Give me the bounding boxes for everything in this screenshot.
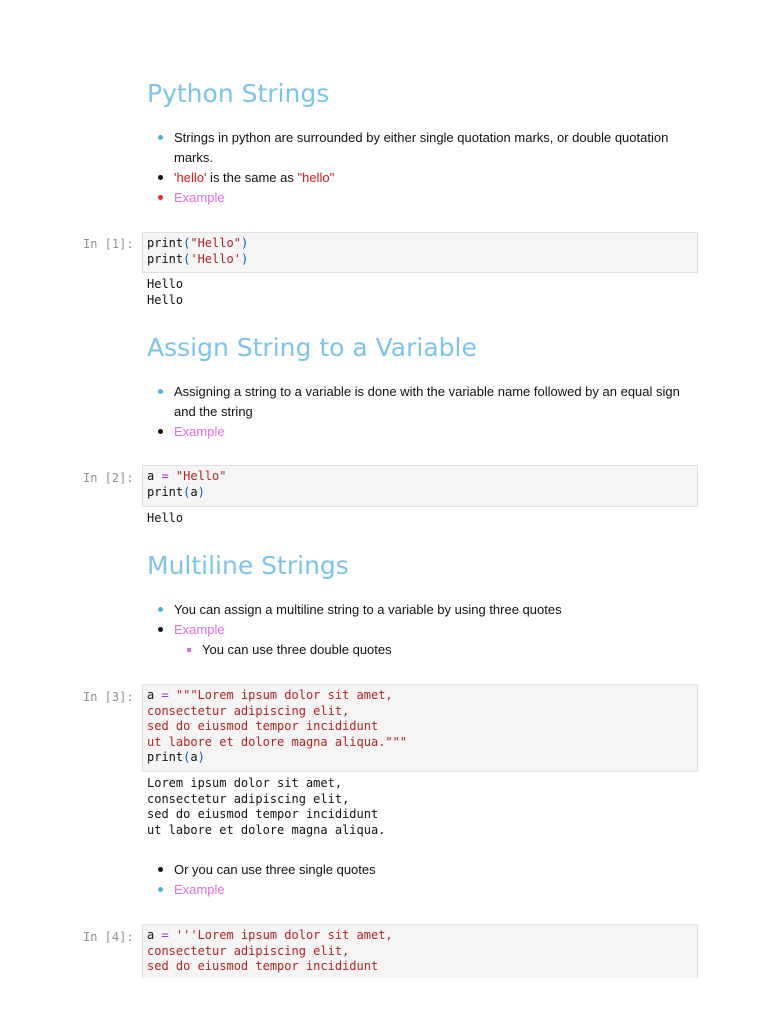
bullet-list-multiline: [174, 600, 694, 660]
code-paren: ): [240, 251, 249, 266]
cell-prompt: In [1]:: [83, 237, 134, 251]
bullet-dot-icon: [158, 607, 163, 612]
code-cell[interactable]: [142, 924, 698, 978]
bullet-list-single-quotes: [174, 860, 694, 900]
example-link[interactable]: Example: [174, 622, 225, 637]
cell-output: [147, 277, 183, 308]
cell-output: [147, 776, 385, 838]
code-line: sed do eiusmod tempor incididunt: [147, 959, 379, 973]
list-item: [174, 422, 694, 442]
code-var: a: [190, 750, 198, 764]
bullet-text: Or you can use three single quotes: [174, 862, 376, 877]
code-fn: print: [147, 484, 184, 499]
list-item: [174, 382, 694, 422]
cell-prompt: In [4]:: [83, 930, 134, 944]
heading-python-strings: Python Strings: [147, 79, 330, 108]
code-cell[interactable]: [142, 465, 698, 507]
list-item: [174, 860, 694, 880]
output-line: Hello: [147, 277, 184, 291]
list-item: [174, 620, 694, 640]
output-line: consectetur adipiscing elit,: [147, 791, 350, 806]
code-line: sed do eiusmod tempor incididunt: [147, 719, 379, 733]
list-item: [174, 188, 694, 208]
code-line: [147, 750, 693, 766]
bullet-text: is the same as: [206, 170, 298, 185]
code-string: 'Hello': [190, 251, 241, 266]
bullet-dot-icon: [158, 887, 163, 892]
heading-multiline-strings: Multiline Strings: [147, 551, 349, 580]
output-line: Lorem ipsum dolor sit amet,: [147, 776, 343, 790]
output-line: ut labore et dolore magna aliqua.: [147, 822, 386, 837]
code-var: a: [147, 928, 162, 942]
bullet-dot-icon: [158, 175, 163, 180]
list-item: [174, 600, 694, 620]
bullet-text: You can use three double quotes: [202, 642, 392, 657]
code-operator: =: [161, 688, 169, 702]
code-paren: (: [183, 251, 191, 266]
output-line: Hello: [147, 292, 184, 307]
heading-assign-string: Assign String to a Variable: [147, 333, 477, 362]
cell-prompt: In [2]:: [83, 471, 134, 485]
code-line: consectetur adipiscing elit,: [147, 703, 350, 718]
bullet-list-assign-string: [174, 382, 694, 442]
code-string: "Hello": [190, 236, 241, 250]
code-fn: print: [147, 236, 184, 250]
code-fn: print: [147, 251, 184, 266]
list-item: [174, 168, 694, 188]
code-hello-single: 'hello': [174, 170, 207, 185]
code-paren: (: [183, 484, 191, 499]
list-item: [174, 128, 694, 168]
code-cell[interactable]: [142, 232, 698, 273]
bullet-dot-icon: [158, 627, 163, 632]
cell-output: [147, 511, 183, 527]
code-line: [147, 252, 693, 268]
output-line: sed do eiusmod tempor incididunt: [147, 807, 379, 821]
bullet-text: Assigning a string to a variable is done with the variable name followed by an equal sign and the string: [174, 384, 680, 419]
code-line: [147, 485, 693, 501]
code-paren: (: [183, 750, 191, 764]
bullet-text: You can assign a multiline string to a variable by using three quotes: [174, 602, 562, 617]
bullet-dot-icon: [158, 135, 163, 140]
bullet-list-python-strings: [174, 128, 694, 208]
code-paren: ): [240, 236, 249, 250]
code-line: ut labore et dolore magna aliqua.""": [147, 734, 408, 749]
example-link[interactable]: Example: [174, 190, 225, 205]
example-link[interactable]: Example: [174, 424, 225, 439]
code-string: """Lorem ipsum dolor sit amet,: [168, 688, 393, 702]
bullet-dot-icon: [158, 389, 163, 394]
code-line: [147, 236, 693, 252]
example-link[interactable]: Example: [174, 882, 225, 897]
code-string: "Hello": [168, 469, 227, 483]
code-operator: =: [161, 469, 169, 483]
code-operator: =: [161, 928, 169, 942]
code-string: '''Lorem ipsum dolor sit amet,: [168, 928, 393, 942]
code-paren: ): [197, 750, 205, 764]
code-var: a: [190, 484, 198, 499]
code-fn: print: [147, 750, 184, 764]
code-hello-double: "hello": [297, 170, 335, 185]
list-item: [174, 640, 694, 660]
code-line: [147, 688, 693, 704]
code-var: a: [147, 469, 162, 483]
bullet-dot-icon: [158, 867, 163, 872]
output-line: Hello: [147, 511, 184, 525]
code-var: a: [147, 688, 162, 702]
bullet-square-icon: [187, 648, 191, 652]
bullet-dot-icon: [158, 195, 163, 200]
cell-prompt: In [3]:: [83, 690, 134, 704]
code-cell[interactable]: [142, 684, 698, 772]
code-paren: (: [183, 236, 191, 250]
code-line: [147, 928, 693, 944]
code-line: consectetur adipiscing elit,: [147, 943, 350, 958]
code-line: [147, 469, 693, 485]
bullet-text: Strings in python are surrounded by either single quotation marks, or double quotation marks.: [174, 130, 669, 165]
code-paren: ): [197, 484, 205, 499]
bullet-dot-icon: [158, 429, 163, 434]
list-item: [174, 880, 694, 900]
